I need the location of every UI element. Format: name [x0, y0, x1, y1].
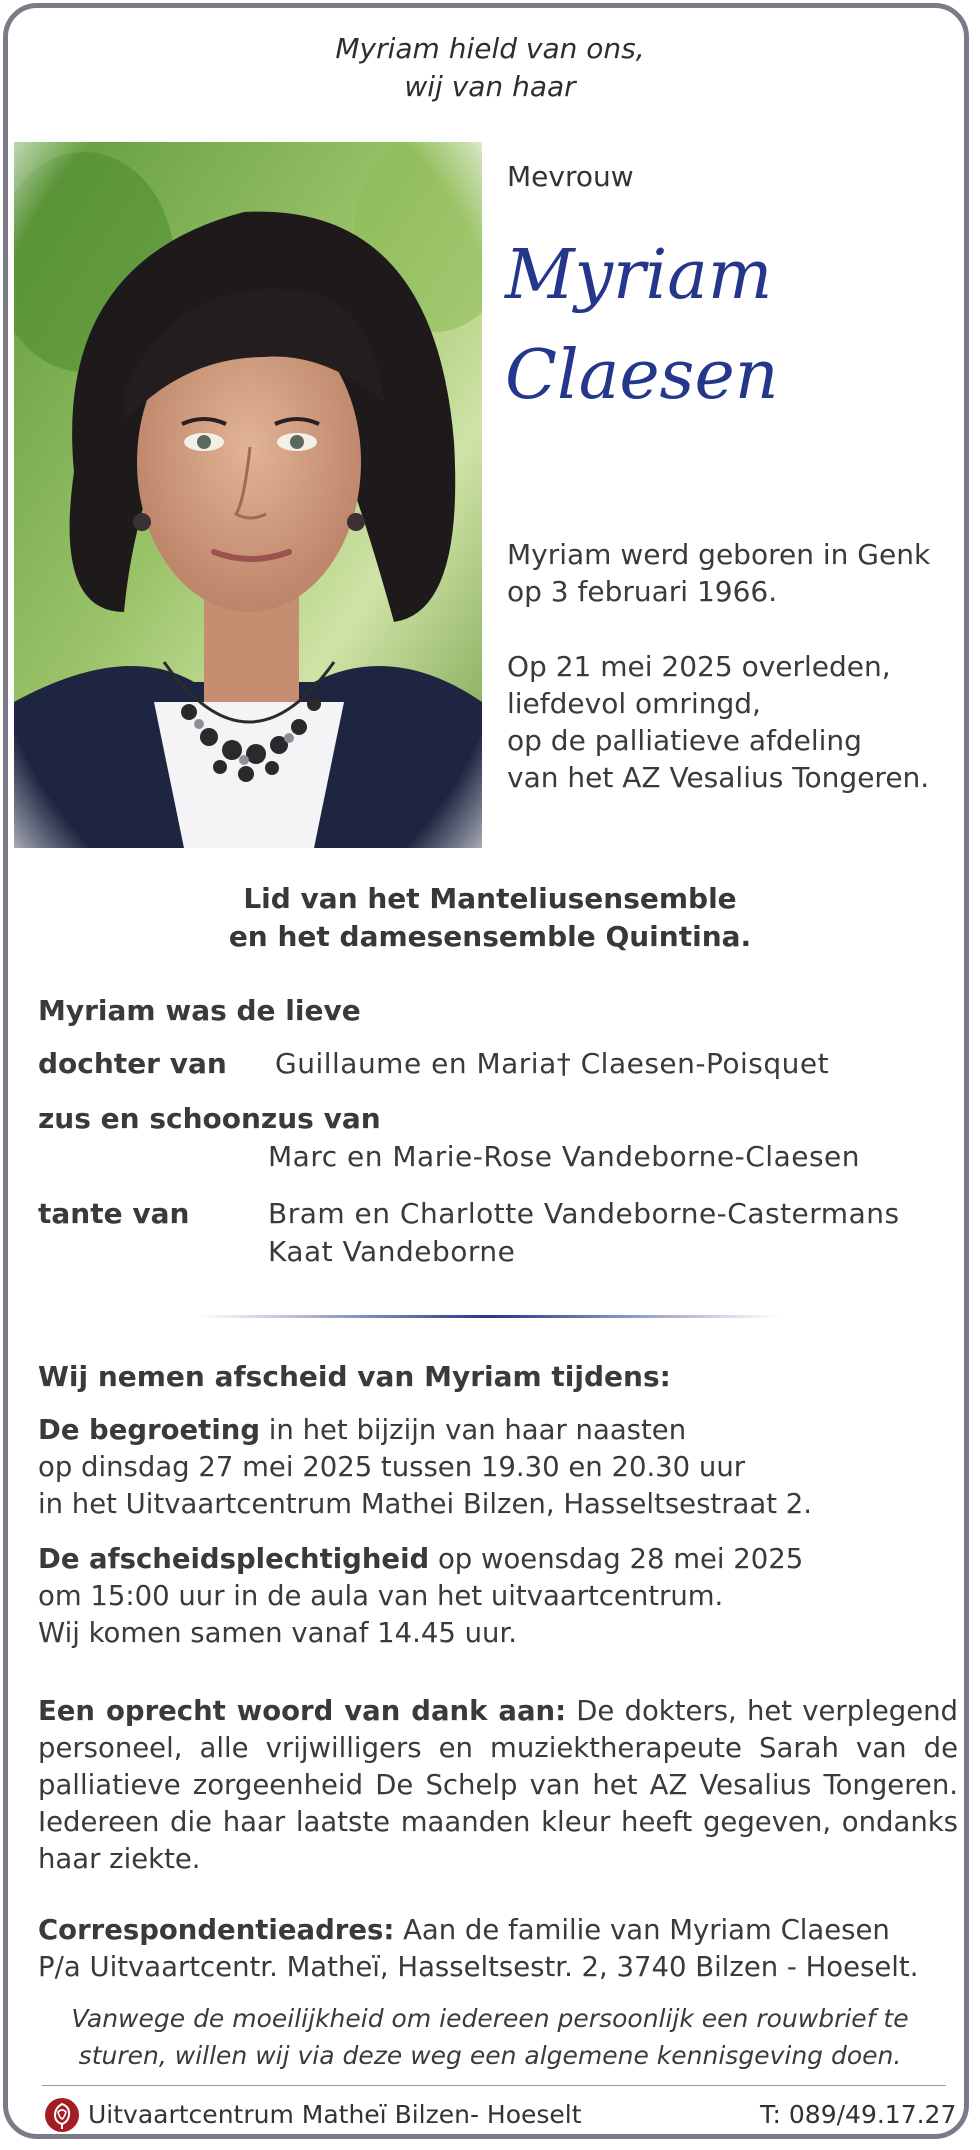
greeting-title: De begroeting	[38, 1414, 261, 1446]
sister-value: Marc en Marie-Rose Vandeborne-Claesen	[268, 1140, 861, 1173]
daughter-label: dochter van	[38, 1047, 227, 1080]
motto	[0, 30, 980, 106]
thanks-text: De dokters, het verplegend personeel, alle vrijwilligers en muziektherapeute Sarah van de palliatieve zorgeenheid De Schelp van het AZ Vesalius Tongeren. Iedereen die haar laatste maanden kleur heeft gegeven, ondanks haar ziekte.	[38, 1695, 959, 1875]
farewell-heading: Wij nemen afscheid van Myriam tijdens:	[38, 1360, 671, 1393]
honorific: Mevrouw	[507, 160, 634, 193]
aunt-value-1: Bram en Charlotte Vandeborne-Castermans	[268, 1197, 900, 1230]
birth-line-2: op 3 februari 1966.	[507, 575, 778, 608]
correspondence-line-1: Aan de familie van Myriam Claesen	[394, 1914, 890, 1946]
section-divider	[200, 1315, 780, 1318]
thanks-paragraph	[38, 1693, 958, 1878]
notice-line-1: Vanwege de moeilijkheid om iedereen persoonlijk een rouwbrief te	[71, 2004, 909, 2033]
correspondence-title: Correspondentieadres:	[38, 1914, 395, 1946]
birth-line-1: Myriam werd geboren in Genk	[507, 538, 931, 571]
notice-line-2: sturen, willen wij via deze weg een algemene kennisgeving doen.	[78, 2041, 902, 2070]
membership	[0, 880, 980, 956]
footer-company: Uitvaartcentrum Matheï Bilzen- Hoeselt	[88, 2100, 582, 2129]
ceremony-block	[38, 1541, 958, 1652]
motto-line-1: Myriam hield van ons,	[335, 32, 645, 65]
footer-phone: T: 089/49.17.27	[760, 2100, 957, 2129]
motto-line-2: wij van haar	[404, 70, 576, 103]
ceremony-line-2: om 15:00 uur in de aula van het uitvaartcentrum.	[38, 1580, 724, 1612]
aunt-label: tante van	[38, 1197, 190, 1230]
membership-line-1: Lid van het Manteliusensemble	[243, 882, 737, 915]
portrait-photo	[14, 142, 482, 848]
death-info	[507, 648, 929, 796]
greeting-line-2: op dinsdag 27 mei 2025 tussen 19.30 en 20.30 uur	[38, 1451, 746, 1483]
last-name: Claesen	[505, 336, 779, 415]
sister-label: zus en schoonzus van	[38, 1102, 381, 1135]
death-line-2: liefdevol omringd,	[507, 687, 761, 720]
correspondence-line-2: P/a Uitvaartcentr. Matheï, Hasseltsestr. 2, 3740 Bilzen - Hoeselt.	[38, 1951, 919, 1983]
footer-divider	[42, 2085, 946, 2086]
rose-logo-icon	[44, 2097, 80, 2133]
greeting-block	[38, 1412, 958, 1523]
birth-info	[507, 536, 930, 610]
greeting-line-1: in het bijzijn van haar naasten	[260, 1414, 687, 1446]
correspondence-block	[38, 1912, 958, 1986]
aunt-value-2: Kaat Vandeborne	[268, 1235, 516, 1268]
ceremony-line-3: Wij komen samen vanaf 14.45 uur.	[38, 1617, 517, 1649]
death-line-3: op de palliatieve afdeling	[507, 724, 862, 757]
ceremony-title: De afscheidsplechtigheid	[38, 1543, 430, 1575]
membership-line-2: en het damesensemble Quintina.	[228, 920, 752, 953]
death-line-1: Op 21 mei 2025 overleden,	[507, 650, 891, 683]
greeting-line-3: in het Uitvaartcentrum Mathei Bilzen, Hasseltsestraat 2.	[38, 1488, 812, 1520]
death-line-4: van het AZ Vesalius Tongeren.	[507, 761, 930, 794]
general-notice	[0, 2000, 980, 2074]
daughter-value: Guillaume en Maria† Claesen-Poisquet	[275, 1047, 830, 1080]
first-name: Myriam	[505, 236, 773, 315]
thanks-title: Een oprecht woord van dank aan:	[38, 1695, 567, 1727]
ceremony-line-1: op woensdag 28 mei 2025	[429, 1543, 804, 1575]
family-intro: Myriam was de lieve	[38, 994, 361, 1027]
